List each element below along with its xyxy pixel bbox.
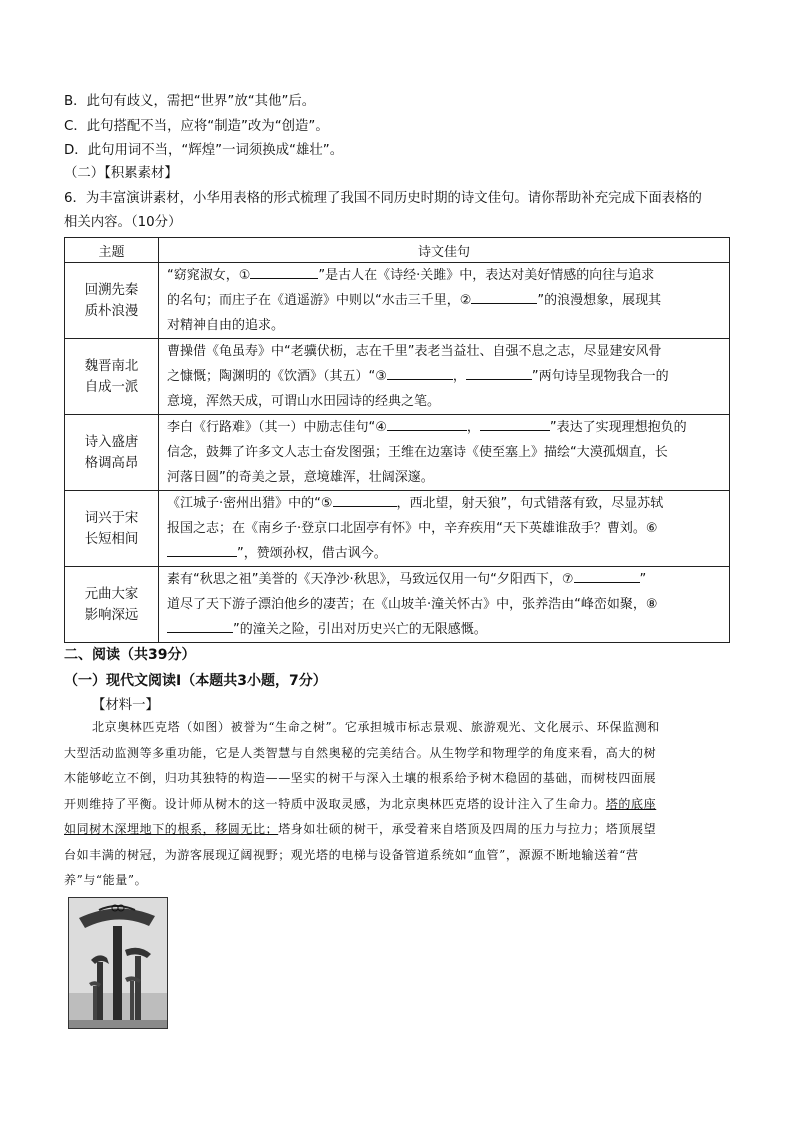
blank-7[interactable] (574, 568, 640, 583)
table-row (65, 491, 730, 567)
blank-3b[interactable] (466, 365, 532, 380)
question-6-line2: 相关内容。（10分） (64, 215, 182, 230)
blank-2[interactable] (471, 289, 537, 304)
underlined-sentence: 如同树木深埋地下的根系，移圆无比； (64, 822, 279, 836)
row-content: 素有“秋思之祖”美誉的《天净沙·秋思》，马致远仅用一句“夕阳西下，⑦ ” 道尽了天下游子漂泊他乡的凄苦；在《山坡羊·潼关怀古》中，张养浩由“峰峦如聚，⑧ ”的潼关之险，引出对历史兴亡的无限感慨。 (159, 567, 730, 643)
row-content: 曹操借《龟虽寿》中“老骥伏枥，志在千里”表老当益壮、自强不息之志，尽显建安风骨 之慷慨；陶渊明的《饮酒》（其五）“③ ， ”两句诗呈现物我合一的 意境，浑然天成，可谓山水田园诗的经典之笔。 (159, 339, 730, 415)
blank-3a[interactable] (387, 365, 453, 380)
row-content: “窈窕淑女，① ”是古人在《诗经·关雎》中，表达对美好情感的向往与追求 的名句；而庄子在《逍遥游》中则以“水击三千里，② ”的浪漫想象，展现其 对精神自由的追求。 (159, 263, 730, 339)
section-accumulation-heading: （二）【积累素材】 (64, 166, 178, 181)
reading-subsection-title: （一）现代文阅读Ⅰ（本题共3小题，7分） (64, 673, 327, 689)
material-one-label: 【材料一】 (92, 698, 159, 713)
olympic-tower-photo (68, 897, 168, 1029)
reading-section-title: 二、阅读（共39分） (64, 647, 196, 663)
olympic-tower-illustration (69, 898, 167, 1028)
table-row (65, 415, 730, 491)
question-6-line1: 6．为丰富演讲素材，小华用表格的形式梳理了我国不同历史时期的诗文佳句。请你帮助补充完成下面表格的 (64, 191, 702, 206)
blank-4a[interactable] (387, 416, 467, 431)
row-content: 李白《行路难》（其一）中励志佳句“④ ， ”表达了实现理想抱负的 信念，鼓舞了许多文人志士奋发图强；王维在边塞诗《使至塞上》描绘“大漠孤烟直，长 河落日圆”的奇美之景，意境雄浑，壮阔深邃。 (159, 415, 730, 491)
blank-8[interactable] (167, 618, 233, 633)
option-d: D．此句用词不当，“辉煌”一词须换成“雄壮”。 (64, 143, 344, 158)
table-row (65, 339, 730, 415)
blank-5[interactable] (333, 492, 397, 507)
row-topic: 回溯先秦 质朴浪漫 (65, 263, 159, 339)
table-row (65, 263, 730, 339)
underlined-sentence: 塔的底座 (605, 796, 657, 811)
blank-1[interactable] (250, 264, 318, 279)
option-b: B．此句有歧义，需把“世界”放“其他”后。 (64, 94, 316, 109)
row-topic: 诗入盛唐 格调高昂 (65, 415, 159, 491)
header-content: 诗文佳句 (159, 238, 730, 263)
option-c: C．此句搭配不当，应将“制造”改为“创造”。 (64, 119, 329, 134)
blank-6[interactable] (167, 542, 237, 557)
header-topic: 主题 (65, 238, 159, 263)
poetry-table (64, 237, 730, 643)
table-row (65, 567, 730, 643)
row-topic: 魏晋南北 自成一派 (65, 339, 159, 415)
passage-material-one: 北京奥林匹克塔（如图）被誉为“生命之树”。它承担城市标志景观、旅游观光、文化展示、环保监测和 大型活动监测等多重功能，它是人类智慧与自然奥秘的完美结合。从生物学和物理学的角度来看，高大的树 木能够屹立不倒，归功其独特的构造——坚实的树干与深入土壤的根系给予树木稳固的基础，而树枝四面展 开则维持了平衡。设计师从树木的这一特质中汲取灵感，为北京奥林匹克塔的设计注入了生命力。塔的底座 如同树木深埋地下的根系，移圆无比；塔身如壮硕的树干，承受着来自塔顶及四周的压力与拉力；塔顶展望 台如丰满的树冠，为游客展现辽阔视野；观光塔的电梯与设备管道系统如“血管”，源源不断地输送着“营 养”与“能量”。 (64, 720, 660, 887)
table-header-row (65, 238, 730, 263)
row-content: 《江城子·密州出猎》中的“⑤ ，西北望，射天狼”，句式错落有致，尽显苏轼 报国之志；在《南乡子·登京口北固亭有怀》中，辛弃疾用“天下英雄谁敌手？曹刘。⑥ ”，赞颂孙权，借古讽今。 (159, 491, 730, 567)
row-topic: 元曲大家 影响深远 (65, 567, 159, 643)
row-topic: 词兴于宋 长短相间 (65, 491, 159, 567)
blank-4b[interactable] (480, 416, 550, 431)
